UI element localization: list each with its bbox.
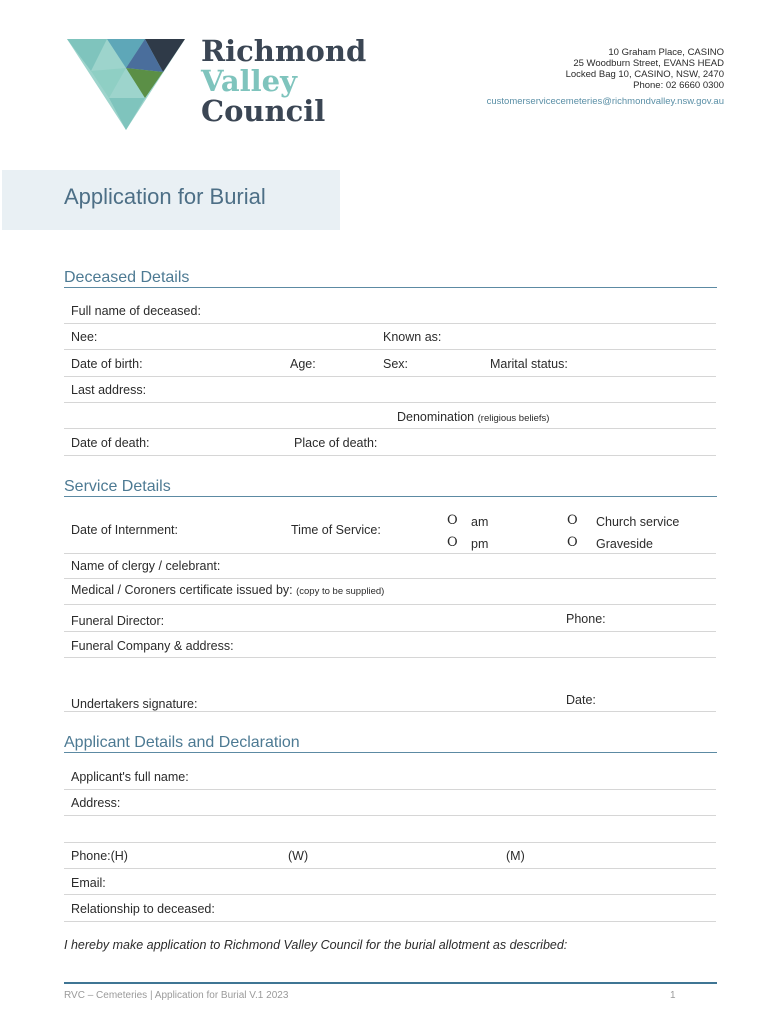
section-divider <box>64 496 717 497</box>
row-divider <box>64 323 716 324</box>
row-divider <box>64 428 716 429</box>
footer-document-info: RVC – Cemeteries | Application for Burial V.1 2023 <box>64 990 289 1001</box>
row-divider <box>64 711 716 712</box>
field-phone-mobile[interactable]: (M) <box>506 849 525 863</box>
field-known-as[interactable]: Known as: <box>383 330 442 344</box>
row-divider <box>64 868 716 869</box>
denomination-label: Denomination <box>397 410 475 424</box>
row-divider <box>64 631 716 632</box>
radio-pm-label: pm <box>471 537 489 551</box>
address-line: Locked Bag 10, CASINO, NSW, 2470 <box>565 69 724 80</box>
council-logo <box>67 36 377 132</box>
footer-divider <box>64 982 717 984</box>
row-divider <box>64 455 716 456</box>
section-divider <box>64 287 717 288</box>
field-phone-home[interactable]: Phone:(H) <box>71 849 128 863</box>
row-divider <box>64 553 716 554</box>
field-undertakers-signature[interactable]: Undertakers signature: <box>71 697 198 711</box>
field-full-name-deceased[interactable]: Full name of deceased: <box>71 304 201 318</box>
field-last-address[interactable]: Last address: <box>71 383 147 397</box>
field-place-of-death[interactable]: Place of death: <box>294 436 378 450</box>
row-divider <box>64 815 716 816</box>
council-email-link[interactable]: customerservicecemeteries@richmondvalley.nsw.gov.au <box>486 96 724 107</box>
radio-church-service-label: Church service <box>596 515 680 529</box>
row-divider <box>64 349 716 350</box>
field-medical-certificate[interactable] <box>71 583 384 597</box>
field-date-of-death[interactable]: Date of death: <box>71 436 150 450</box>
field-signature-date[interactable]: Date: <box>566 693 596 707</box>
field-relationship-to-deceased[interactable]: Relationship to deceased: <box>71 902 215 916</box>
denomination-note: (religious beliefs) <box>477 413 550 424</box>
council-address <box>487 47 724 107</box>
address-line: 10 Graham Place, CASINO <box>608 47 724 58</box>
medical-note: (copy to be supplied) <box>296 586 385 597</box>
row-divider <box>64 578 716 579</box>
row-divider <box>64 604 716 605</box>
row-divider <box>64 376 716 377</box>
row-divider <box>64 657 716 658</box>
address-phone: Phone: 02 6660 0300 <box>633 80 724 91</box>
field-date-of-internment[interactable]: Date of Internment: <box>71 523 179 537</box>
field-funeral-phone[interactable]: Phone: <box>566 612 606 626</box>
field-phone-work[interactable]: (W) <box>288 849 309 863</box>
radio-graveside[interactable]: O <box>567 535 578 550</box>
logo-triangle-icon <box>67 36 192 132</box>
field-date-of-birth[interactable]: Date of birth: <box>71 357 143 371</box>
radio-pm[interactable]: O <box>447 535 458 550</box>
footer-page-number: 1 <box>670 990 676 1001</box>
radio-church-service[interactable]: O <box>567 513 578 528</box>
row-divider <box>64 921 716 922</box>
declaration-text: I hereby make application to Richmond Valley Council for the burial allotment as described: <box>64 938 568 952</box>
field-applicant-email[interactable]: Email: <box>71 876 106 890</box>
field-denomination[interactable] <box>397 410 549 424</box>
radio-graveside-label: Graveside <box>596 537 653 551</box>
section-divider <box>64 752 717 753</box>
field-funeral-company-address[interactable]: Funeral Company & address: <box>71 639 234 653</box>
field-applicant-full-name[interactable]: Applicant's full name: <box>71 770 189 784</box>
row-divider <box>64 894 716 895</box>
field-applicant-address[interactable]: Address: <box>71 796 121 810</box>
radio-am-label: am <box>471 515 489 529</box>
section-heading-service: Service Details <box>64 478 171 495</box>
field-clergy-celebrant[interactable]: Name of clergy / celebrant: <box>71 559 221 573</box>
radio-am[interactable]: O <box>447 513 458 528</box>
field-funeral-director[interactable]: Funeral Director: <box>71 614 165 628</box>
row-divider <box>64 402 716 403</box>
page-title: Application for Burial <box>64 184 266 209</box>
field-sex[interactable]: Sex: <box>383 357 409 371</box>
field-time-of-service[interactable]: Time of Service: <box>291 523 381 537</box>
address-line: 25 Woodburn Street, EVANS HEAD <box>573 58 724 69</box>
row-divider <box>64 842 716 843</box>
field-age[interactable]: Age: <box>290 357 316 371</box>
medical-label: Medical / Coroners certificate issued by: <box>71 583 293 597</box>
logo-wordmark: Richmond Valley Council <box>201 34 367 128</box>
field-marital-status[interactable]: Marital status: <box>490 357 568 371</box>
section-heading-applicant: Applicant Details and Declaration <box>64 734 300 751</box>
field-nee[interactable]: Nee: <box>71 330 98 344</box>
row-divider <box>64 789 716 790</box>
section-heading-deceased: Deceased Details <box>64 269 190 286</box>
